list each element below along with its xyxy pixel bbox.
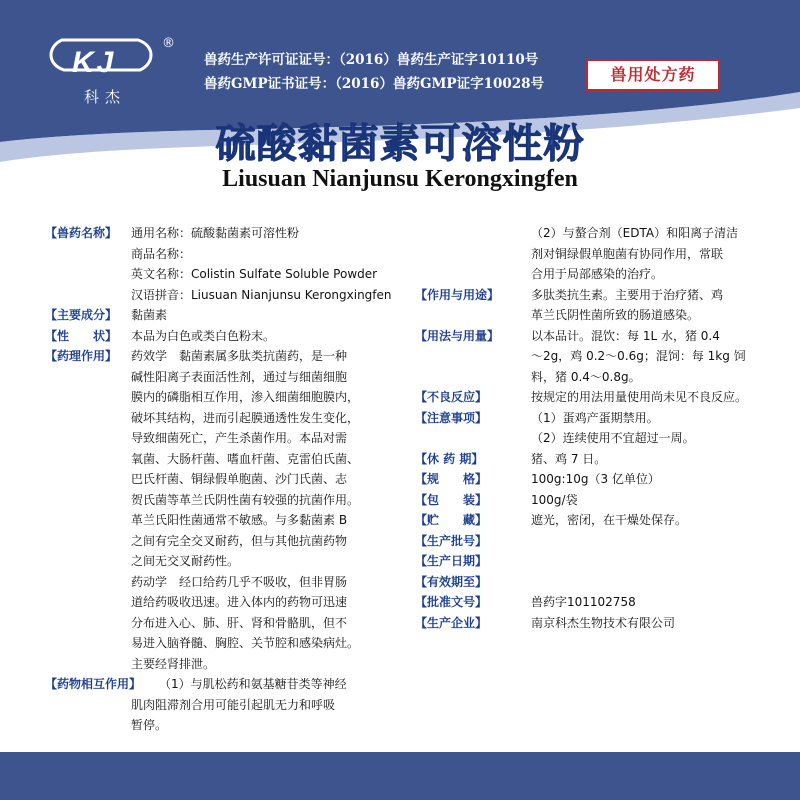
field-value: 本品为白色或类白色粉末。 (131, 328, 276, 343)
field-usage (415, 285, 760, 326)
field-label: 【注意事项】 (415, 410, 488, 425)
field-line: 破坏其结构，进而引起膜通透性发生变化， (131, 410, 360, 425)
gmp-certificate: 兽药GMP证书证号：（2016）兽药GMP证字10028号 (204, 76, 545, 92)
field-interaction (45, 674, 415, 695)
field-line: （1）蛋鸡产蛋期禁用。 (531, 410, 659, 425)
field-value: 100g/袋 (531, 492, 578, 507)
field-value: 100g:10g（3 亿单位） (531, 472, 660, 486)
logo-name: 科杰 (84, 88, 127, 106)
label-content (45, 223, 755, 743)
field-line: 药动学 经口给药几乎不吸收，但非胃肠 (131, 574, 348, 589)
field-withdrawal (415, 449, 760, 470)
field-trait (45, 326, 415, 347)
field-dosage (415, 326, 760, 388)
field-label: 【药理作用】 (45, 349, 118, 363)
field-line: 巴氏杆菌、铜绿假单胞菌、沙门氏菌、志 (131, 472, 348, 486)
field-label: 【休 药 期】 (415, 451, 484, 466)
field-ingredient (45, 305, 415, 326)
field-package (415, 490, 760, 511)
field-line: 暂停。 (131, 718, 168, 732)
field-line: 革兰氏阳性菌通常不敏感。与多黏菌素 B (131, 513, 348, 527)
field-value: 黏菌素 (131, 308, 168, 322)
field-drug-name (45, 223, 415, 305)
field-line: 氧菌、大肠杆菌、嗜血杆菌、克雷伯氏菌、 (131, 451, 360, 466)
field-line: ～2g，鸡 0.2～0.6g；混饲：每 1kg 饲 (531, 349, 746, 363)
field-line: 药效学 黏菌素属多肽类抗菌药，是一种 (131, 349, 348, 363)
field-line: 革兰氏阴性菌所致的肠道感染。 (531, 308, 700, 322)
production-license: 兽药生产许可证证号：（2016）兽药生产证字10110号 (204, 52, 539, 68)
field-line: 多肽类抗生素。主要用于治疗猪、鸡 (531, 287, 724, 302)
field-label: 【主要成分】 (45, 308, 118, 322)
field-line: 商品名称： (131, 246, 192, 261)
field-value: 遮光，密闭，在干燥处保存。 (531, 513, 688, 527)
field-label: 【兽药名称】 (45, 226, 118, 240)
field-line: 贺氏菌等革兰氏阴性菌有较强的抗菌作用。 (131, 492, 360, 507)
field-line: 料，猪 0.4～0.8g。 (531, 369, 641, 384)
field-label: 【生产日期】 (415, 554, 488, 568)
field-line: 导致细菌死亡，产生杀菌作用。本品对需 (131, 431, 348, 445)
field-line: 道给药吸收迅速。进入体内的药物可迅速 (131, 595, 348, 609)
field-line: 通用名称：硫酸黏菌素可溶性粉 (131, 226, 300, 240)
field-line: 英文名称：Colistin Sulfate Soluble Powder (131, 267, 378, 281)
field-label: 【用法与用量】 (415, 328, 500, 343)
field-label: 【生产批号】 (415, 533, 488, 548)
logo-letters: KJ (72, 46, 117, 79)
field-line: 汉语拼音：Liusuan Nianjunsu Kerongxingfen (131, 287, 392, 302)
field-line: 剂对铜绿假单胞菌有协同作用，常联 (531, 246, 724, 261)
field-label: 【批准文号】 (415, 595, 488, 609)
field-line: （1）与肌松药和氨基糖苷类等神经 (159, 677, 347, 691)
field-label: 【有效期至】 (415, 574, 488, 589)
field-line: 主要经肾排泄。 (131, 656, 216, 671)
field-line: 之间无交叉耐药性。 (131, 554, 240, 568)
field-line: （2）与螯合剂（EDTA）和阳离子清洁 (531, 226, 739, 240)
registered-mark: ® (162, 36, 175, 51)
field-label: 【性 状】 (45, 328, 118, 343)
field-manufacturer (415, 613, 760, 634)
right-column (415, 223, 760, 633)
field-value: 兽药字101102758 (531, 595, 636, 609)
field-storage (415, 510, 760, 531)
field-line: 膜内的磷脂相互作用，渗入细菌细胞膜内， (131, 390, 360, 404)
field-production-date (415, 551, 760, 572)
field-label: 【规 格】 (415, 472, 488, 486)
field-expiry (415, 572, 760, 593)
field-line: 分布进入心、肺、肝、肾和骨骼肌，但不 (131, 615, 348, 630)
left-column (45, 223, 415, 736)
field-line: 合用于局部感染的治疗。 (531, 267, 664, 281)
field-label: 【包 装】 (415, 492, 488, 507)
field-value: 猪、鸡 7 日。 (531, 451, 607, 466)
field-value: 南京科杰生物技术有限公司 (531, 615, 676, 630)
field-value: 按规定的用法用量使用尚未见不良反应。 (531, 390, 748, 404)
field-label: 【不良反应】 (415, 390, 488, 404)
field-caution (415, 408, 760, 449)
field-approval (415, 592, 760, 613)
product-title-en: Liusuan Nianjunsu Kerongxingfen (222, 166, 578, 192)
field-line: 之间有完全交叉耐药，但与其他抗菌药物 (131, 533, 348, 548)
field-label: 【生产企业】 (415, 615, 488, 630)
field-batch (415, 531, 760, 552)
field-spec (415, 469, 760, 490)
field-line: 以本品计。混饮：每 1L 水，猪 0.4 (531, 328, 720, 343)
field-adverse (415, 387, 760, 408)
header-banner (0, 0, 800, 200)
field-interaction-cont (415, 223, 760, 285)
field-label: 【药物相互作用】 (45, 677, 142, 691)
product-title-cn: 硫酸黏菌素可溶性粉 (215, 120, 585, 167)
prescription-badge: 兽用处方药 (586, 59, 720, 91)
field-line: 碱性阳离子表面活性剂，通过与细菌细胞 (131, 369, 348, 384)
field-pharmacology (45, 346, 415, 674)
field-line: 肌肉阻滞剂合用可能引起肌无力和呼吸 (131, 697, 336, 712)
footer-band (0, 752, 800, 800)
field-label: 【作用与用途】 (415, 287, 500, 302)
field-line: （2）连续使用不宜超过一周。 (531, 431, 695, 445)
field-line: 易进入脑脊髓、胸腔、关节腔和感染病灶。 (131, 636, 360, 650)
brand-logo (44, 36, 174, 106)
field-label: 【贮 藏】 (415, 513, 488, 527)
